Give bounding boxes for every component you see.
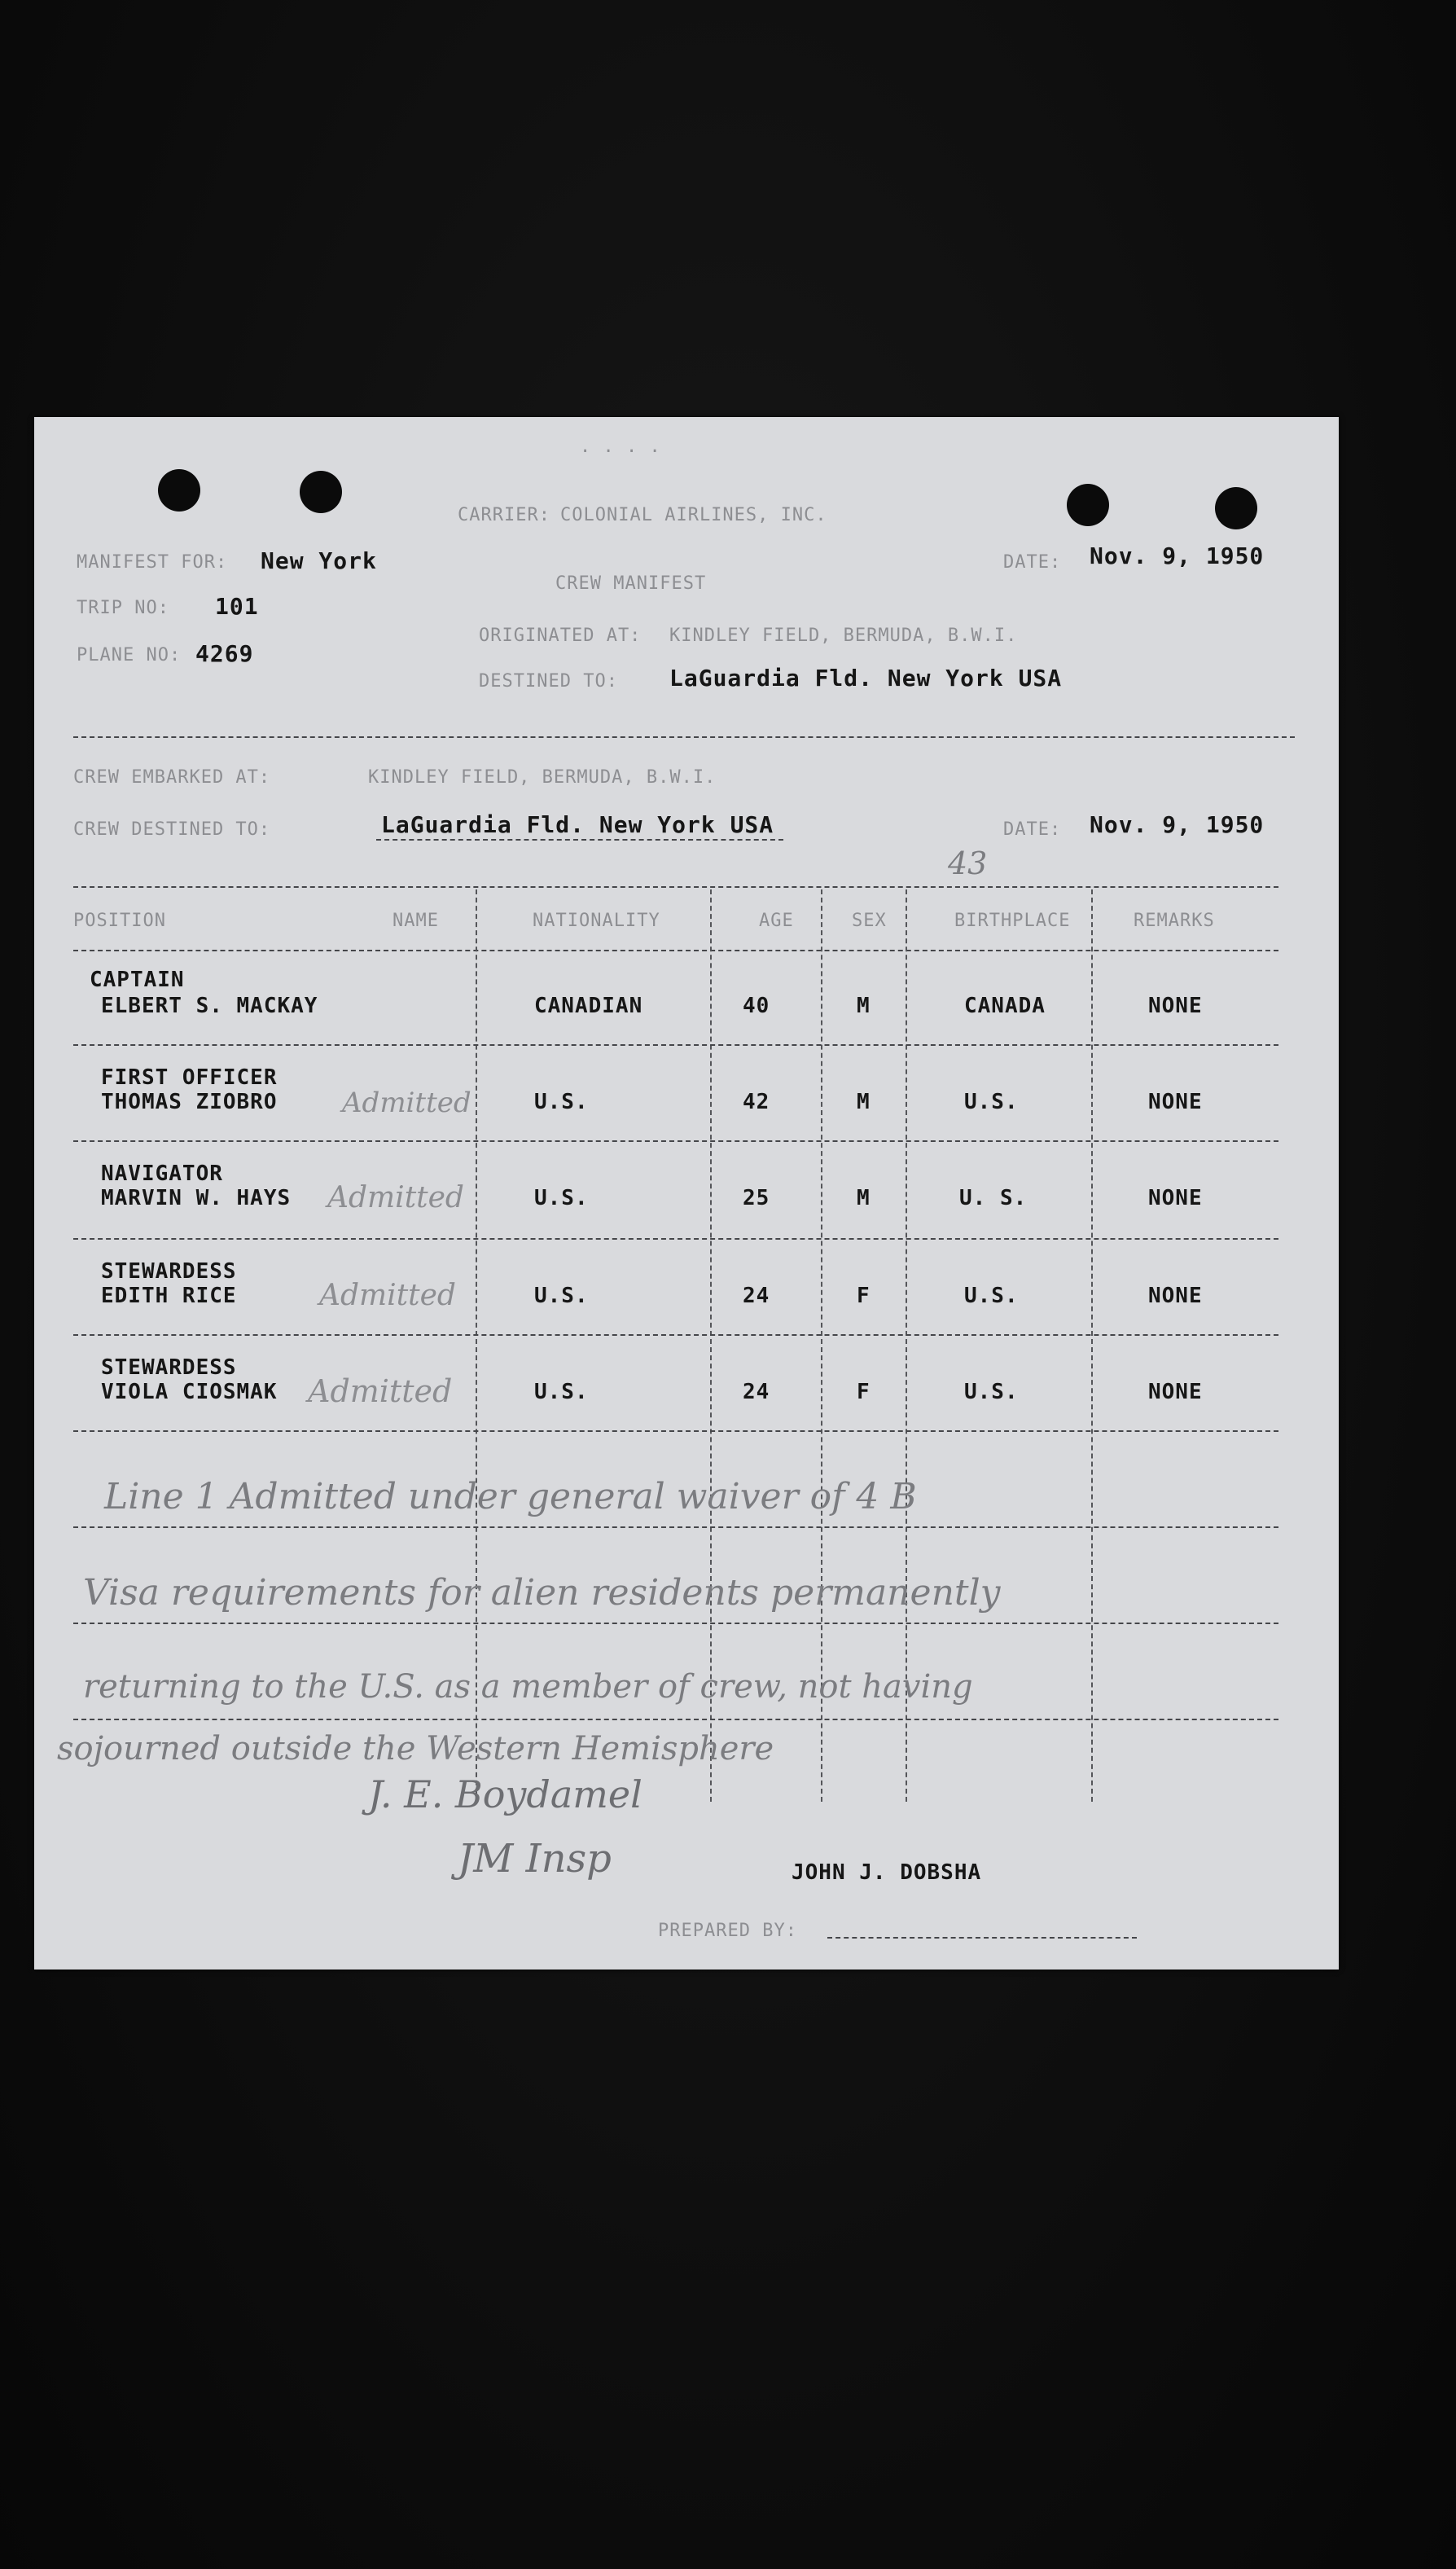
prepared-by-label: PREPARED BY:	[658, 1921, 797, 1941]
originated-label: ORIGINATED AT:	[479, 626, 642, 646]
punch-hole-4	[1215, 487, 1257, 529]
col-divider-1	[476, 889, 477, 1802]
row4-position: STEWARDESS	[101, 1259, 237, 1284]
row4-birthplace: U.S.	[964, 1284, 1019, 1308]
crew-destined-value: LaGuardia Fld. New York USA	[381, 811, 774, 838]
destined-label: DESTINED TO:	[479, 671, 618, 692]
row1-name: ELBERT S. MACKAY	[101, 994, 318, 1018]
row5-name: VIOLA CIOSMAK	[101, 1380, 278, 1404]
row2-name: THOMAS ZIOBRO	[101, 1090, 278, 1114]
row3-sex: M	[857, 1186, 871, 1210]
row2-age: 42	[743, 1090, 770, 1114]
row1-position: CAPTAIN	[90, 968, 185, 992]
row1-nationality: CANADIAN	[534, 994, 643, 1018]
row3-nationality: U.S.	[534, 1186, 589, 1210]
typed-signer-name: JOHN J. DOBSHA	[792, 1860, 982, 1885]
col-header-name: NAME	[393, 911, 439, 931]
row5-sex: F	[857, 1380, 871, 1404]
row2-position: FIRST OFFICER	[101, 1065, 278, 1090]
punch-hole-3	[1067, 484, 1109, 526]
top-marks: . . . .	[580, 437, 661, 457]
row5-admitted-stamp: Admitted	[308, 1373, 453, 1409]
col-divider-5	[1091, 889, 1093, 1802]
col-header-sex: SEX	[852, 911, 887, 931]
ruled-line-1	[73, 1526, 1278, 1528]
ruled-line-2	[73, 1623, 1278, 1624]
handwritten-note-line-1: Line 1 Admitted under general waiver of 4 B	[104, 1476, 917, 1517]
trip-no-value: 101	[215, 593, 259, 620]
col-divider-2	[710, 889, 712, 1802]
trip-no-label: TRIP NO:	[77, 598, 169, 618]
ruled-line-3	[73, 1719, 1278, 1720]
row1-age: 40	[743, 994, 770, 1018]
row-divider-1	[73, 1044, 1278, 1046]
row-divider-3	[73, 1238, 1278, 1240]
prepared-by-line	[827, 1937, 1137, 1939]
date-label: DATE:	[1003, 552, 1062, 573]
inspector-initials: JM Insp	[458, 1836, 612, 1882]
row2-birthplace: U.S.	[964, 1090, 1019, 1114]
handwritten-number: 43	[948, 845, 988, 881]
carrier-label: CARRIER:	[458, 505, 550, 525]
row1-birthplace: CANADA	[964, 994, 1046, 1018]
row3-birthplace: U. S.	[959, 1186, 1028, 1210]
handwritten-note-line-2: Visa requirements for alien residents permanently	[83, 1572, 1001, 1614]
row3-admitted-stamp: Admitted	[327, 1181, 464, 1214]
route-divider	[73, 886, 1278, 888]
col-header-age: AGE	[759, 911, 794, 931]
row4-name: EDITH RICE	[101, 1284, 237, 1308]
row1-remarks: NONE	[1148, 994, 1203, 1018]
row5-age: 24	[743, 1380, 770, 1404]
row5-remarks: NONE	[1148, 1380, 1203, 1404]
handwritten-note-line-3: returning to the U.S. as a member of crew, not having	[83, 1668, 973, 1706]
row5-position: STEWARDESS	[101, 1355, 237, 1380]
row3-age: 25	[743, 1186, 770, 1210]
punch-hole-2	[300, 471, 342, 513]
row4-nationality: U.S.	[534, 1284, 589, 1308]
row4-sex: F	[857, 1284, 871, 1308]
col-divider-4	[906, 889, 907, 1802]
route-underline	[376, 839, 783, 841]
row-divider-2	[73, 1140, 1278, 1142]
crew-embarked-value: KINDLEY FIELD, BERMUDA, B.W.I.	[368, 767, 717, 788]
row2-sex: M	[857, 1090, 871, 1114]
row2-nationality: U.S.	[534, 1090, 589, 1114]
col-header-birthplace: BIRTHPLACE	[954, 911, 1071, 931]
row4-age: 24	[743, 1284, 770, 1308]
row3-position: NAVIGATOR	[101, 1162, 223, 1186]
row3-name: MARVIN W. HAYS	[101, 1186, 292, 1210]
originated-value: KINDLEY FIELD, BERMUDA, B.W.I.	[669, 626, 1018, 646]
col-divider-3	[821, 889, 822, 1802]
form-title: CREW MANIFEST	[555, 573, 707, 594]
crew-embarked-label: CREW EMBARKED AT:	[73, 767, 271, 788]
row-divider-4	[73, 1334, 1278, 1336]
plane-no-label: PLANE NO:	[77, 645, 182, 665]
col-header-nationality: NATIONALITY	[533, 911, 660, 931]
table-header-line	[73, 950, 1278, 951]
plane-no-value: 4269	[195, 640, 254, 667]
destined-value: LaGuardia Fld. New York USA	[669, 665, 1063, 692]
row4-admitted-stamp: Admitted	[319, 1279, 456, 1312]
crew-date-label: DATE:	[1003, 819, 1062, 840]
crew-destined-label: CREW DESTINED TO:	[73, 819, 271, 840]
crew-manifest-document	[34, 417, 1339, 1970]
row5-birthplace: U.S.	[964, 1380, 1019, 1404]
handwritten-note-line-4: sojourned outside the Western Hemisphere	[57, 1730, 774, 1768]
row2-remarks: NONE	[1148, 1090, 1203, 1114]
row3-remarks: NONE	[1148, 1186, 1203, 1210]
header-divider	[73, 736, 1295, 738]
crew-date-value: Nov. 9, 1950	[1090, 811, 1265, 838]
manifest-for-value: New York	[261, 547, 377, 574]
col-header-position: POSITION	[73, 911, 166, 931]
row1-sex: M	[857, 994, 871, 1018]
row2-admitted-stamp: Admitted	[342, 1087, 471, 1119]
row4-remarks: NONE	[1148, 1284, 1203, 1308]
row-divider-5	[73, 1430, 1278, 1432]
manifest-for-label: MANIFEST FOR:	[77, 552, 228, 573]
row5-nationality: U.S.	[534, 1380, 589, 1404]
col-header-remarks: REMARKS	[1134, 911, 1215, 931]
date-value: Nov. 9, 1950	[1090, 542, 1265, 569]
carrier-value: COLONIAL AIRLINES, INC.	[560, 505, 827, 525]
punch-hole-1	[158, 469, 200, 512]
inspector-signature: J. E. Boydamel	[368, 1772, 642, 1816]
